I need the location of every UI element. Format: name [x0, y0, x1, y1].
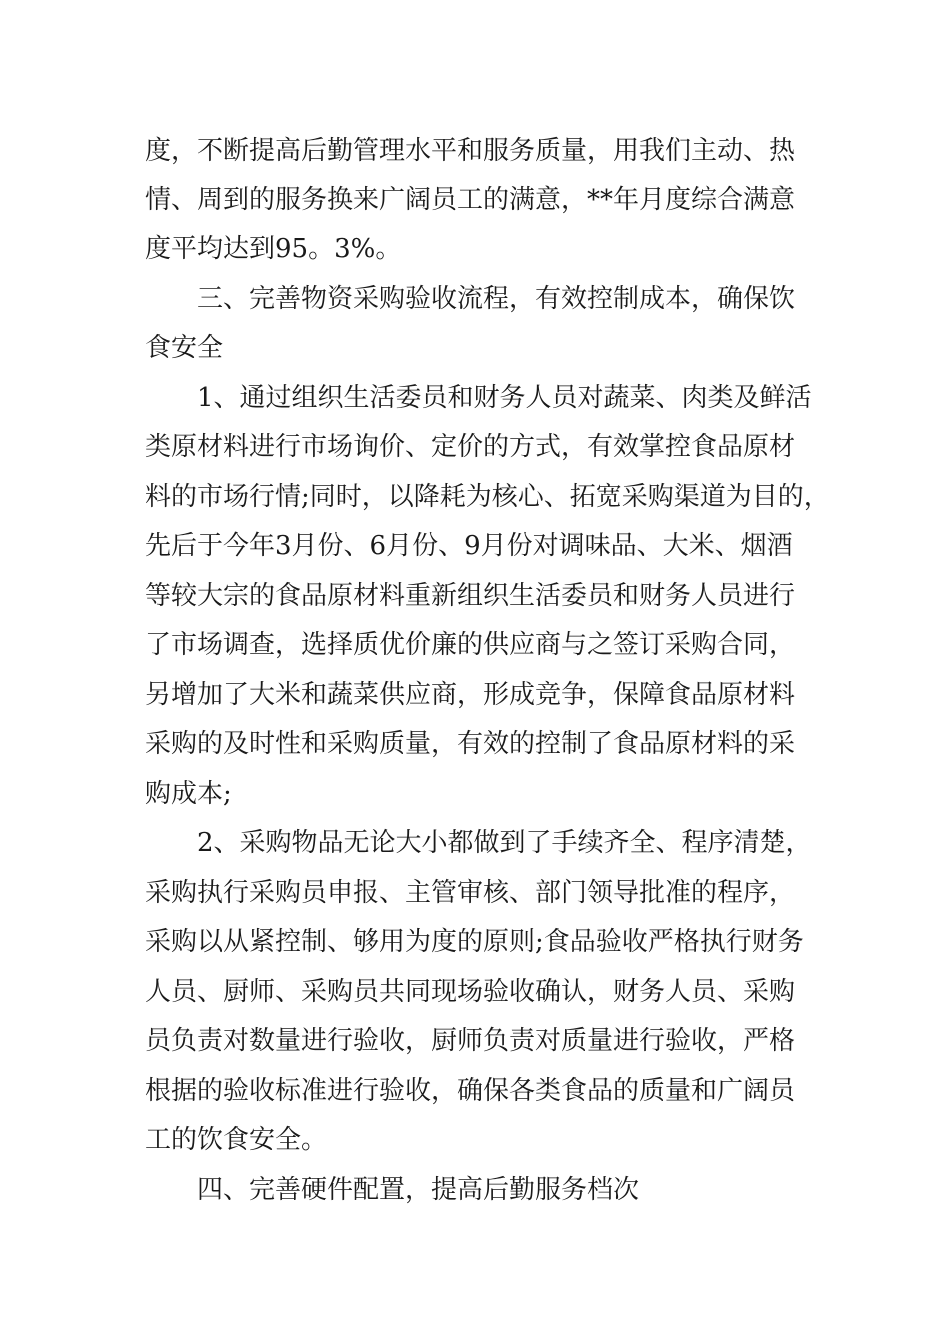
text-line: 员负责对数量进行验收，厨师负责对质量进行验收，严格 — [145, 1026, 796, 1056]
text-line: 先后于今年3月份、6月份、9月份对调味品、大米、烟酒 — [145, 531, 793, 561]
text-line: 人员、厨师、采购员共同现场验收确认，财务人员、采购 — [145, 977, 796, 1007]
paragraph-start: 2、采购物品无论大小都做到了手续齐全、程序清楚， — [197, 828, 812, 858]
text-line: 食安全 — [145, 333, 224, 363]
text-line: 采购执行采购员申报、主管审核、部门领导批准的程序， — [145, 878, 796, 908]
section-heading: 四、完善硬件配置，提高后勤服务档次 — [197, 1175, 640, 1205]
section-heading: 三、完善物资采购验收流程，有效控制成本，确保饮 — [197, 284, 796, 314]
text-line: 类原材料进行市场询价、定价的方式，有效掌控食品原材 — [145, 432, 796, 462]
text-line: 采购的及时性和采购质量，有效的控制了食品原材料的采 — [145, 729, 796, 759]
text-line: 工的饮食安全。 — [145, 1125, 328, 1155]
text-line: 情、周到的服务换来广阔员工的满意，**年月度综合满意 — [145, 185, 796, 215]
text-line: 另增加了大米和蔬菜供应商，形成竞争，保障食品原材料 — [145, 680, 796, 710]
text-line: 购成本; — [145, 779, 232, 809]
text-line: 了市场调查，选择质优价廉的供应商与之签订采购合同， — [145, 630, 796, 660]
text-line: 采购以从紧控制、够用为度的原则;食品验收严格执行财务 — [145, 927, 804, 957]
text-line: 度平均达到95。3%。 — [145, 234, 402, 264]
paragraph-start: 1、通过组织生活委员和财务人员对蔬菜、肉类及鲜活 — [197, 383, 812, 413]
text-line: 料的市场行情;同时，以降耗为核心、拓宽采购渠道为目的， — [145, 482, 830, 512]
text-line: 等较大宗的食品原材料重新组织生活委员和财务人员进行 — [145, 581, 796, 611]
text-line: 根据的验收标准进行验收，确保各类食品的质量和广阔员 — [145, 1076, 796, 1106]
text-line: 度，不断提高后勤管理水平和服务质量，用我们主动、热 — [145, 136, 796, 166]
